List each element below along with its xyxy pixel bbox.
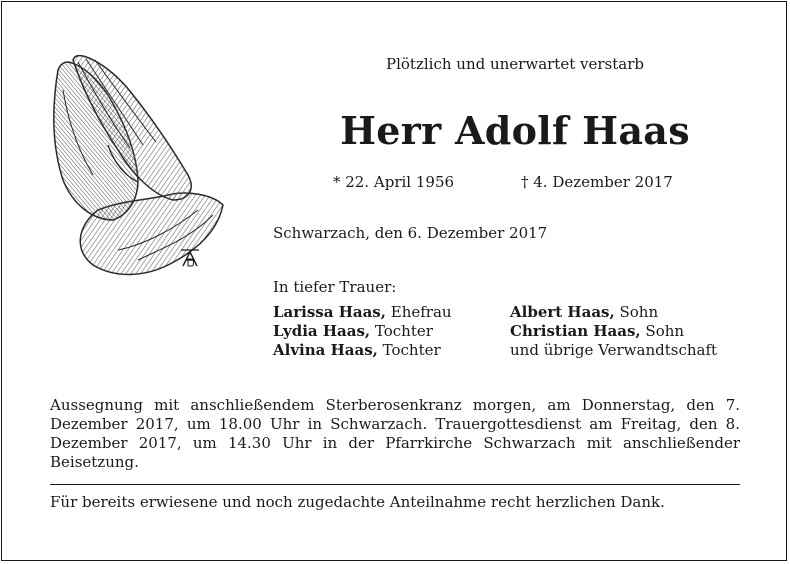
death-date: † 4. Dezember 2017	[521, 173, 673, 191]
mourner-entry	[273, 322, 433, 340]
birth-date: * 22. April 1956	[333, 173, 455, 191]
mourner-relation: Sohn	[614, 303, 659, 321]
intro-text: Plötzlich und unerwartet verstarb	[386, 55, 644, 73]
mourner-entry	[273, 303, 452, 321]
mourner-name: Alvina Haas,	[273, 341, 378, 359]
mourner-relation: Tochter	[377, 341, 441, 359]
mourning-label: In tiefer Trauer:	[273, 278, 397, 296]
mourner-entry	[273, 341, 441, 359]
praying-hands-icon	[38, 50, 238, 280]
service-details: Aussegnung mit anschließendem Sterberosenkranz morgen, am Donnerstag, den 7. Dezember 2017, um 18.00 Uhr in Schwarzach. Trauergottesdienst am Freitag, den 8. Dezember 2017, um 14.30 Uhr in der Pfarrkirche Schwarzach mit anschließender Beisetzung.	[50, 396, 740, 471]
mourner-relation: Tochter	[370, 322, 433, 340]
divider	[50, 484, 740, 485]
mourner-entry	[510, 303, 658, 321]
mourner-name: Christian Haas,	[510, 322, 641, 340]
mourner-name: Lydia Haas,	[273, 322, 371, 340]
mourner-entry	[510, 341, 717, 359]
thanks-text: Für bereits erwiesene und noch zugedachte Anteilnahme recht herzlichen Dank.	[50, 493, 665, 511]
mourner-name: Albert Haas,	[510, 303, 615, 321]
mourner-relation: Ehefrau	[385, 303, 452, 321]
mourner-relation: und übrige Verwandtschaft	[510, 341, 718, 359]
mourner-entry	[510, 322, 684, 340]
mourner-relation: Sohn	[640, 322, 685, 340]
mourner-name: Larissa Haas,	[273, 303, 386, 321]
place-date: Schwarzach, den 6. Dezember 2017	[273, 224, 548, 242]
deceased-name: Herr Adolf Haas	[340, 108, 690, 153]
